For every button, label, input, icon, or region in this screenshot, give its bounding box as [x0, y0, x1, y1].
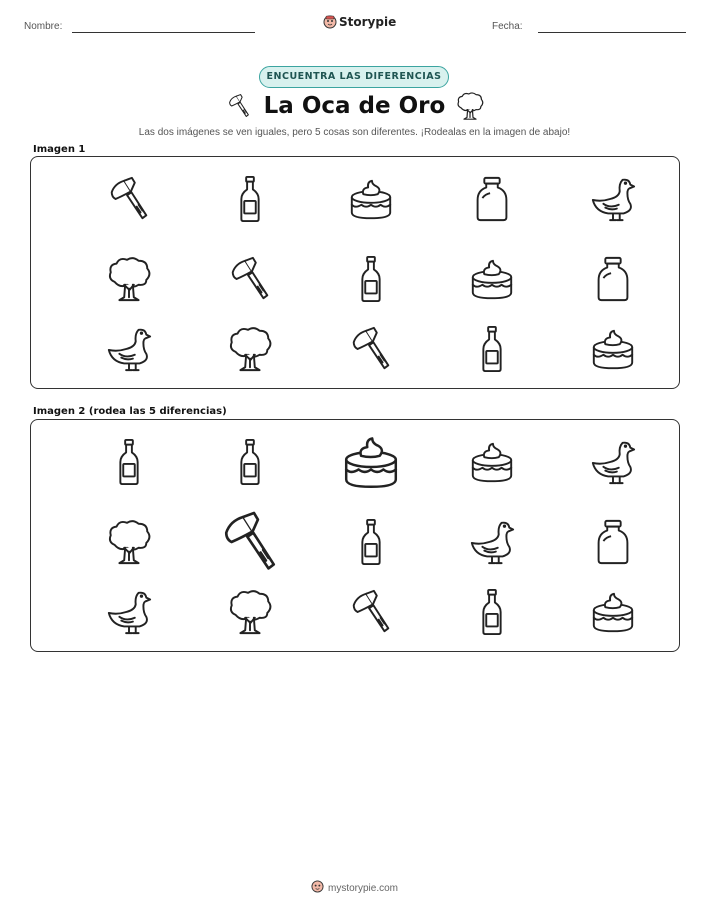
- grid-cell[interactable]: [573, 582, 653, 642]
- grid-cell: [573, 169, 653, 229]
- grid-cell: [89, 319, 169, 379]
- bottle-icon: [347, 255, 395, 303]
- goose-icon[interactable]: [468, 518, 516, 566]
- storypie-mascot-icon: [323, 15, 337, 29]
- bottle-icon: [226, 175, 274, 223]
- date-line[interactable]: [538, 32, 686, 33]
- grid-cell[interactable]: [210, 512, 290, 572]
- tree-icon[interactable]: [226, 588, 274, 636]
- bottle-icon: [468, 325, 516, 373]
- tree-icon: [226, 325, 274, 373]
- grid-cell[interactable]: [331, 512, 411, 572]
- grid-cell: [452, 319, 532, 379]
- axe-icon: [347, 325, 395, 373]
- axe-icon[interactable]: [347, 588, 395, 636]
- grid-cell: [210, 319, 290, 379]
- grid-cell[interactable]: [452, 582, 532, 642]
- image2-panel[interactable]: [30, 419, 680, 652]
- grid-cell: [331, 249, 411, 309]
- footer-url: mystorypie.com: [327, 883, 398, 894]
- jar-icon[interactable]: [589, 518, 637, 566]
- cake-icon: [347, 175, 395, 223]
- cake-icon: [468, 255, 516, 303]
- axe-icon[interactable]: [217, 509, 283, 575]
- page-title: La Oca de Oro: [263, 93, 446, 119]
- bottle-icon[interactable]: [468, 588, 516, 636]
- grid-cell[interactable]: [210, 432, 290, 492]
- image2-label: Imagen 2 (rodea las 5 diferencias): [33, 406, 227, 417]
- brand-name: Storypie: [339, 15, 397, 29]
- tree-icon: [105, 255, 153, 303]
- bottle-icon[interactable]: [226, 438, 274, 486]
- image1-panel: [30, 156, 680, 389]
- grid-cell: [452, 249, 532, 309]
- axe-icon: [226, 255, 274, 303]
- grid-cell[interactable]: [573, 512, 653, 572]
- bottle-icon[interactable]: [347, 518, 395, 566]
- goose-icon: [589, 175, 637, 223]
- grid-cell: [89, 169, 169, 229]
- grid-cell: [331, 319, 411, 379]
- grid-cell: [573, 249, 653, 309]
- grid-cell[interactable]: [573, 432, 653, 492]
- name-line[interactable]: [72, 32, 255, 33]
- cake-icon[interactable]: [589, 588, 637, 636]
- grid-cell[interactable]: [89, 582, 169, 642]
- storypie-mascot-icon: [311, 880, 324, 893]
- grid-cell[interactable]: [452, 512, 532, 572]
- grid-cell[interactable]: [331, 582, 411, 642]
- bottle-icon[interactable]: [105, 438, 153, 486]
- cake-icon[interactable]: [468, 438, 516, 486]
- grid-cell: [89, 249, 169, 309]
- goose-icon[interactable]: [589, 438, 637, 486]
- image1-label: Imagen 1: [33, 144, 86, 155]
- grid-cell: [452, 169, 532, 229]
- goose-icon: [105, 325, 153, 373]
- grid-cell[interactable]: [210, 582, 290, 642]
- instructions: Las dos imágenes se ven iguales, pero 5 cosas son diferentes. ¡Rodealas en la imagen de abajo!: [138, 127, 571, 138]
- grid-cell[interactable]: [452, 432, 532, 492]
- tree-icon[interactable]: [105, 518, 153, 566]
- jar-icon: [468, 175, 516, 223]
- grid-cell[interactable]: [89, 512, 169, 572]
- date-label: Fecha:: [492, 21, 523, 32]
- footer: [0, 880, 709, 894]
- grid-cell: [210, 249, 290, 309]
- title-tree-icon: [455, 91, 485, 121]
- activity-badge: ENCUENTRA LAS DIFERENCIAS: [259, 66, 449, 88]
- cake-icon: [589, 325, 637, 373]
- grid-cell[interactable]: [89, 432, 169, 492]
- grid-cell: [210, 169, 290, 229]
- grid-cell: [573, 319, 653, 379]
- goose-icon[interactable]: [105, 588, 153, 636]
- grid-cell[interactable]: [331, 432, 411, 492]
- cake-icon[interactable]: [340, 431, 402, 493]
- name-label: Nombre:: [24, 21, 63, 32]
- grid-cell: [331, 169, 411, 229]
- axe-icon: [105, 175, 153, 223]
- jar-icon: [589, 255, 637, 303]
